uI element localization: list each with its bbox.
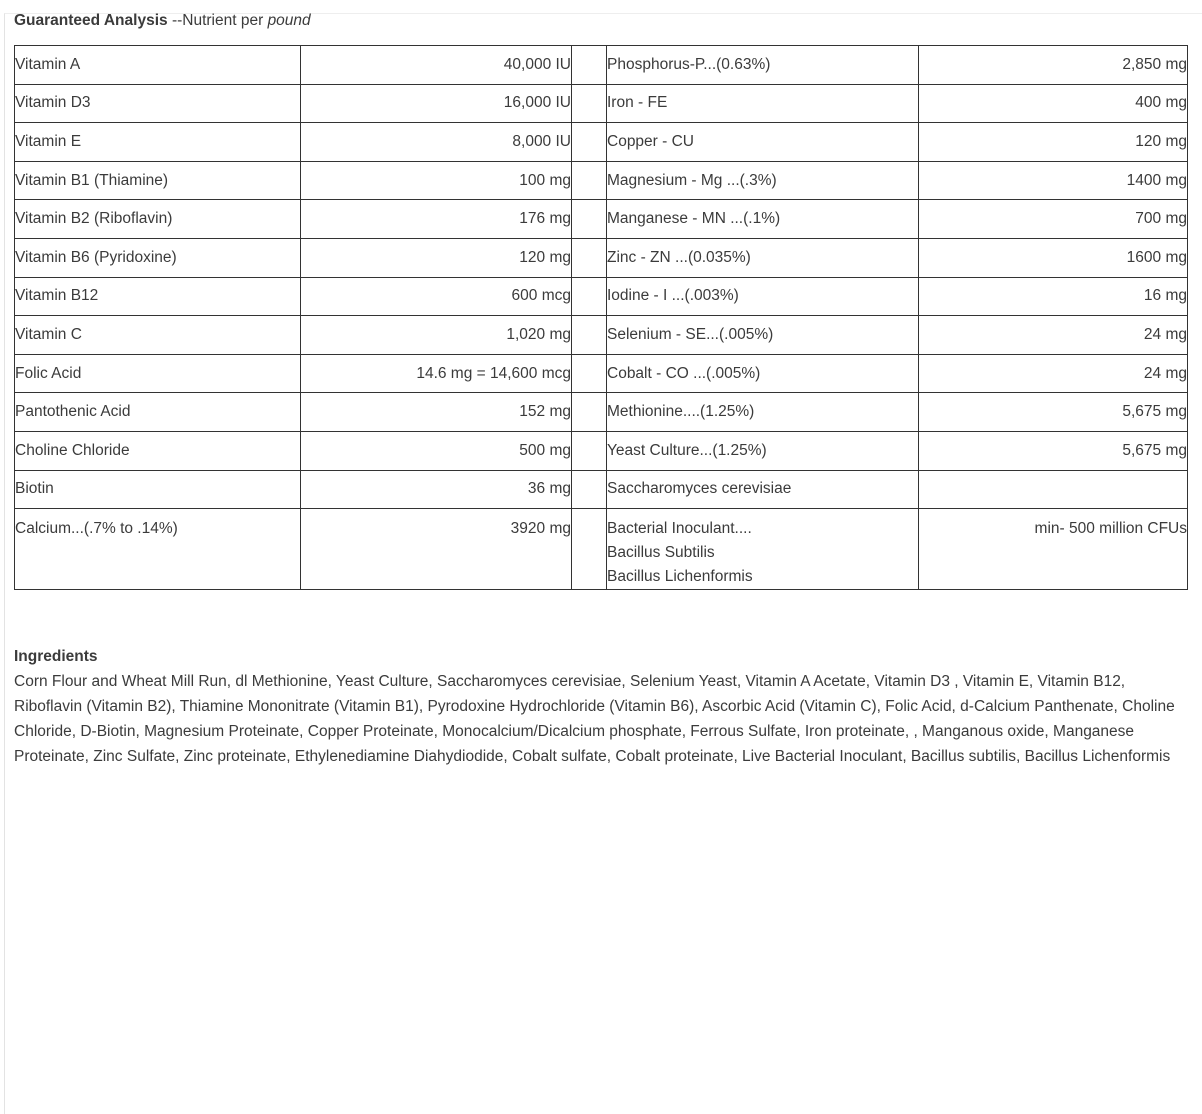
spacer-cell — [572, 509, 607, 590]
nutrient-name-cell: Saccharomyces cerevisiae — [607, 470, 919, 509]
nutrient-value-cell: 176 mg — [301, 200, 572, 239]
nutrient-value-cell: 2,850 mg — [919, 46, 1188, 85]
spacer-cell — [572, 123, 607, 162]
nutrient-name-cell: Vitamin E — [15, 123, 301, 162]
nutrient-name-cell: Iron - FE — [607, 84, 919, 123]
spacer-cell — [572, 431, 607, 470]
nutrient-name-cell: Vitamin B2 (Riboflavin) — [15, 200, 301, 239]
table-row — [15, 509, 1188, 590]
nutrient-value-cell: 120 mg — [301, 238, 572, 277]
nutrient-value-cell: 40,000 IU — [301, 46, 572, 85]
nutrient-name-cell: Vitamin B12 — [15, 277, 301, 316]
nutrient-name-line: Bacillus Lichenformis — [607, 568, 753, 586]
table-row — [15, 238, 1188, 277]
nutrient-name-cell: Vitamin B6 (Pyridoxine) — [15, 238, 301, 277]
nutrient-name-cell: Vitamin C — [15, 316, 301, 355]
nutrient-name-cell: Pantothenic Acid — [15, 393, 301, 432]
nutrient-value-cell: 3920 mg — [301, 509, 572, 590]
nutrient-value-cell: 400 mg — [919, 84, 1188, 123]
nutrient-name-cell: Yeast Culture...(1.25%) — [607, 431, 919, 470]
nutrient-value-cell: 5,675 mg — [919, 431, 1188, 470]
page-content — [0, 10, 1202, 769]
nutrient-name-line: Bacterial Inoculant.... — [607, 520, 752, 538]
page-title — [14, 10, 1202, 31]
nutrient-value-cell: 152 mg — [301, 393, 572, 432]
table-row — [15, 123, 1188, 162]
nutrient-value-cell: 24 mg — [919, 316, 1188, 355]
nutrient-name-cell: Vitamin D3 — [15, 84, 301, 123]
nutrient-value-cell: 24 mg — [919, 354, 1188, 393]
guaranteed-analysis-table — [14, 45, 1188, 590]
nutrient-value-cell: min- 500 million CFUs — [919, 509, 1188, 590]
spacer-cell — [572, 277, 607, 316]
nutrient-value-cell: 36 mg — [301, 470, 572, 509]
nutrient-name-cell: Phosphorus-P...(0.63%) — [607, 46, 919, 85]
nutrient-name-line: Bacillus Subtilis — [607, 544, 715, 562]
spacer-cell — [572, 316, 607, 355]
nutrient-value-cell: 120 mg — [919, 123, 1188, 162]
table-row — [15, 431, 1188, 470]
nutrient-value-cell: 600 mcg — [301, 277, 572, 316]
nutrient-name-cell: Calcium...(.7% to .14%) — [15, 509, 301, 590]
nutrient-value-cell: 14.6 mg = 14,600 mcg — [301, 354, 572, 393]
nutrient-name-cell: Choline Chloride — [15, 431, 301, 470]
ingredients-section — [14, 646, 1188, 769]
table-row — [15, 200, 1188, 239]
table-row — [15, 470, 1188, 509]
ingredients-heading: Ingredients — [14, 648, 98, 666]
nutrient-value-cell: 700 mg — [919, 200, 1188, 239]
table-row — [15, 84, 1188, 123]
table-row — [15, 277, 1188, 316]
table-row — [15, 393, 1188, 432]
spacer-cell — [572, 238, 607, 277]
nutrient-name-cell: Methionine....(1.25%) — [607, 393, 919, 432]
nutrient-name-cell: Vitamin B1 (Thiamine) — [15, 161, 301, 200]
nutrient-name-cell: Selenium - SE...(.005%) — [607, 316, 919, 355]
spacer-cell — [572, 46, 607, 85]
nutrient-value-cell: 1,020 mg — [301, 316, 572, 355]
nutrient-name-cell: Biotin — [15, 470, 301, 509]
nutrient-value-cell: 8,000 IU — [301, 123, 572, 162]
spacer-cell — [572, 161, 607, 200]
nutrient-value-cell: 500 mg — [301, 431, 572, 470]
nutrient-value-cell: 1600 mg — [919, 238, 1188, 277]
table-row — [15, 354, 1188, 393]
nutrient-name-cell: Copper - CU — [607, 123, 919, 162]
title-italic-text: pound — [267, 12, 311, 29]
spacer-cell — [572, 393, 607, 432]
nutrient-name-cell: Magnesium - Mg ...(.3%) — [607, 161, 919, 200]
nutrient-name-cell — [607, 509, 919, 590]
title-bold-text: Guaranteed Analysis — [14, 12, 172, 29]
table-row — [15, 161, 1188, 200]
ingredients-text: Corn Flour and Wheat Mill Run, dl Methionine, Yeast Culture, Saccharomyces cerevisiae, Selenium Yeast, Vitamin A Acetate, Vitamin D3 , Vitamin E, Vitamin B12, Riboflavin (Vitamin B2), Thiamine Mononitrate (Vitamin B1), Pyrodoxine Hydrochloride (Vitamin B6), Ascorbic Acid (Vitamin C), Folic Acid, d-Calcium Panthenate, Choline Chloride, D-Biotin, Magnesium Proteinate, Copper Proteinate, Monocalcium/Dicalcium phosphate, Ferrous Sulfate, Iron proteinate, , Manganous oxide, Manganese Proteinate, Zinc Sulfate, Zinc proteinate, Ethylenediamine Diahydiodide, Cobalt sulfate, Cobalt proteinate, Live Bacterial Inoculant, Bacillus subtilis, Bacillus Lichenformis — [14, 673, 1175, 766]
spacer-cell — [572, 354, 607, 393]
nutrient-name-cell: Manganese - MN ...(.1%) — [607, 200, 919, 239]
spacer-cell — [572, 84, 607, 123]
nutrient-value-cell: 16 mg — [919, 277, 1188, 316]
nutrient-value-cell: 1400 mg — [919, 161, 1188, 200]
nutrient-value-cell: 16,000 IU — [301, 84, 572, 123]
nutrient-name-cell: Vitamin A — [15, 46, 301, 85]
nutrient-name-cell: Iodine - I ...(.003%) — [607, 277, 919, 316]
table-row — [15, 46, 1188, 85]
title-normal-text: --Nutrient per — [171, 12, 268, 29]
nutrient-value-cell — [919, 470, 1188, 509]
nutrient-name-cell: Zinc - ZN ...(0.035%) — [607, 238, 919, 277]
nutrient-value-cell: 100 mg — [301, 161, 572, 200]
nutrient-value-cell: 5,675 mg — [919, 393, 1188, 432]
nutrient-name-cell: Cobalt - CO ...(.005%) — [607, 354, 919, 393]
spacer-cell — [572, 200, 607, 239]
spacer-cell — [572, 470, 607, 509]
table-row — [15, 316, 1188, 355]
nutrient-name-cell: Folic Acid — [15, 354, 301, 393]
